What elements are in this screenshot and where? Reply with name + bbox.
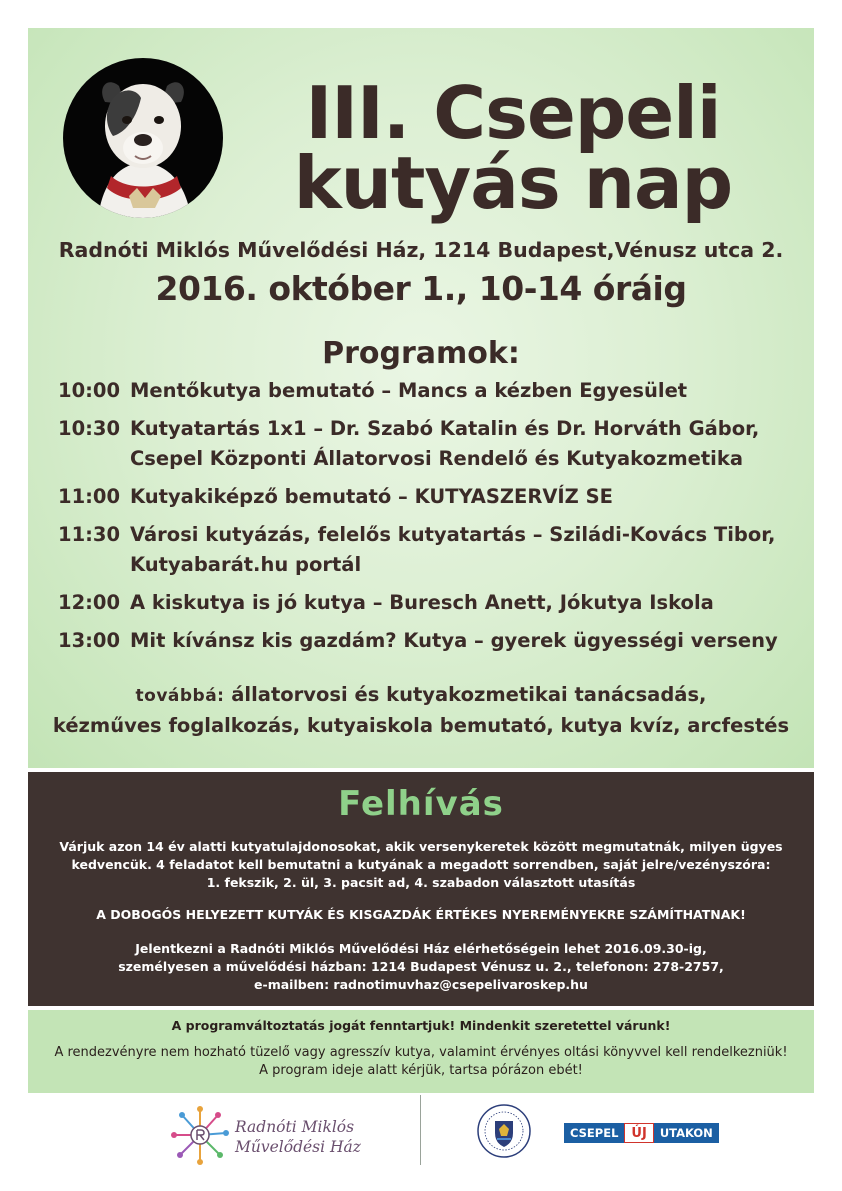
program-time: 11:30: [58, 523, 121, 546]
dog-photo: [63, 58, 223, 218]
program-time: 13:00: [58, 629, 121, 652]
notice-section: [28, 1010, 814, 1093]
program-line: Kutyatartás 1x1 – Dr. Szabó Katalin és Dr. Horváth Gábor,: [130, 417, 760, 440]
event-title-line2: kutyás nap: [293, 141, 733, 225]
program-line: A kiskutya is jó kutya – Buresch Anett, Jókutya Iskola: [130, 591, 714, 614]
additional-line2: kézműves foglalkozás, kutyaiskola bemutató, kutya kvíz, arcfestés: [52, 714, 790, 737]
notice-line: A program ideje alatt kérjük, tartsa pórázon ebét!: [259, 1063, 583, 1078]
call-line: Várjuk azon 14 év alatti kutyatulajdonosokat, akik versenykeretek között megmutatnák, milyen ügyes: [59, 839, 783, 854]
rmmh-name: [235, 1117, 361, 1157]
additional-line1: [28, 680, 814, 711]
csepel-logo-part: CSEPEL: [564, 1123, 624, 1143]
call-registration: [28, 940, 814, 994]
program-line: Kutyakiképző bemutató – KUTYASZERVÍZ SE: [130, 485, 613, 508]
program-time: 11:00: [58, 485, 121, 508]
call-line: Jelentkezni a Radnóti Miklós Művelődési Ház elérhetőségein lehet 2016.09.30-ig,: [135, 941, 707, 956]
program-line: Csepel Központi Állatorvosi Rendelő és Kutyakozmetika: [130, 447, 743, 470]
footer-divider: [420, 1095, 421, 1165]
event-date: 2016. október 1., 10-14 óráig: [155, 269, 687, 308]
call-line: kedvencük. 4 feladatot kell bemutatni a kutyának a megadott sorrendben, saját jelre/vezényszóra:: [71, 857, 771, 872]
call-section: [28, 772, 814, 1006]
program-heading: Programok:: [322, 336, 520, 371]
program-description: [130, 414, 810, 474]
poster: [28, 28, 814, 1093]
csepel-logo-part: ÚJ: [624, 1123, 653, 1143]
program-description: [130, 588, 810, 618]
additional-text: állatorvosi és kutyakozmetikai tanácsadás,: [224, 683, 707, 706]
rmmh-logo-icon: [170, 1105, 230, 1165]
rmmh-name-line2: Művelődési Ház: [235, 1138, 361, 1156]
csepel-crest-icon: [476, 1103, 532, 1159]
program-line: Mentőkutya bemutató – Mancs a kézben Egyesület: [130, 379, 688, 402]
notice-headline: A programváltoztatás jogát fenntartjuk! Mindenkit szeretettel várunk!: [171, 1018, 671, 1033]
call-line: 1. fekszik, 2. ül, 3. pacsit ad, 4. szabadon választott utasítás: [206, 875, 636, 890]
call-prize-note: [28, 906, 814, 924]
event-venue: Radnóti Miklós Művelődési Ház, 1214 Budapest,Vénusz utca 2.: [58, 238, 784, 262]
event-title-line1: III. Csepeli: [305, 71, 721, 155]
csepel-logo-part: UTAKON: [654, 1123, 719, 1143]
call-email-line: e-mailben: radnotimuvhaz@csepelivaroskep.hu: [254, 977, 588, 992]
program-time: 10:00: [58, 379, 121, 402]
program-line: Kutyabarát.hu portál: [130, 553, 362, 576]
call-line: személyesen a művelődési házban: 1214 Budapest Vénusz u. 2., telefonon: 278-2757,: [118, 959, 724, 974]
program-time: 10:30: [58, 417, 121, 440]
program-description: [130, 376, 810, 406]
call-line: A DOBOGÓS HELYEZETT KUTYÁK ÉS KISGAZDÁK ÉRTÉKES NYEREMÉNYEKRE SZÁMÍTHATNAK!: [96, 907, 746, 922]
dog-illustration: [63, 58, 223, 218]
program-line: Mit kívánsz kis gazdám? Kutya – gyerek ügyességi verseny: [130, 629, 778, 652]
notice-line: A rendezvényre nem hozható tüzelő vagy agresszív kutya, valamint érvényes oltási könyvvel kell rendelkezniük!: [54, 1045, 788, 1060]
additional-activities: [28, 680, 814, 741]
program-description: [130, 520, 810, 580]
program-time: 12:00: [58, 591, 121, 614]
notice-text: [28, 1044, 814, 1080]
top-section: [28, 28, 814, 768]
rmmh-name-line1: Radnóti Miklós: [235, 1118, 355, 1136]
call-description: [28, 838, 814, 892]
program-description: [130, 482, 810, 512]
event-title: [233, 71, 793, 225]
footer-logos: [0, 1095, 842, 1191]
program-line: Városi kutyázás, felelős kutyatartás – Sziládi-Kovács Tibor,: [130, 523, 776, 546]
call-heading: Felhívás: [338, 784, 504, 824]
additional-label: továbbá:: [135, 686, 225, 706]
program-description: [130, 626, 810, 656]
csepel-uj-utakon-logo: [564, 1123, 719, 1143]
